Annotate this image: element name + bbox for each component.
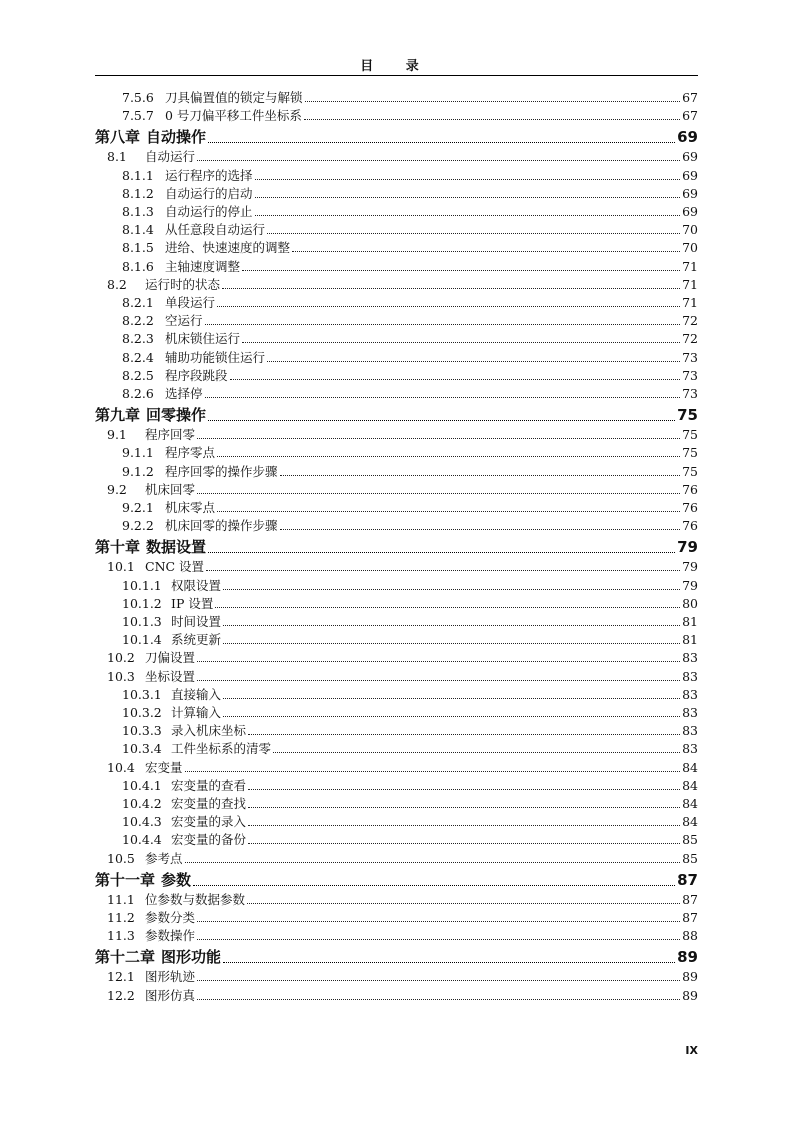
- toc-entry[interactable]: [95, 479, 698, 497]
- toc-entry-page: 67: [682, 108, 698, 124]
- toc-entry-page: 81: [682, 632, 698, 648]
- toc-entry-title: 参数操作: [145, 928, 196, 944]
- toc-entry-number: 8.2.3: [122, 331, 154, 347]
- toc-entry[interactable]: [95, 183, 698, 201]
- toc-entry-number: 12.1: [107, 969, 135, 985]
- toc-entry-page: 67: [682, 90, 698, 105]
- toc-entry[interactable]: [95, 365, 698, 383]
- toc-dot-leader: [193, 884, 675, 886]
- toc-entry-page: 87: [677, 870, 698, 889]
- toc-entry[interactable]: [95, 274, 698, 292]
- toc-entry-title: 直接输入: [171, 686, 222, 702]
- toc-dot-leader: [255, 214, 681, 216]
- toc-entry[interactable]: [95, 575, 698, 593]
- toc-entry-title: 辅助功能锁住运行: [165, 349, 266, 365]
- toc-dot-leader: [197, 660, 680, 662]
- toc-entry[interactable]: [95, 811, 698, 829]
- toc-dot-leader: [217, 455, 680, 457]
- toc-entry[interactable]: [95, 907, 698, 925]
- toc-entry-number: 9.1.2: [122, 463, 154, 479]
- toc-entry-page: 72: [682, 313, 698, 329]
- toc-dot-leader: [267, 360, 680, 362]
- toc-entry-title: 坐标设置: [145, 668, 196, 684]
- toc-dot-leader: [242, 341, 680, 343]
- toc-entry-number: 11.2: [107, 910, 135, 925]
- toc-entry-number: 9.2.1: [122, 500, 154, 515]
- toc-entry-page: 75: [682, 445, 698, 461]
- toc-entry-title: 图形轨迹: [145, 969, 196, 985]
- toc-entry-title: 刀具偏置值的锁定与解锁: [165, 90, 303, 105]
- toc-entry-page: 69: [682, 149, 698, 165]
- toc-entry[interactable]: [95, 889, 698, 907]
- toc-entry-page: 89: [677, 948, 698, 967]
- toc-entry-number: 10.3.1: [122, 686, 162, 702]
- toc-entry[interactable]: [95, 793, 698, 811]
- toc-entry-number: 第十章: [95, 538, 141, 557]
- toc-entry-number: 8.2.4: [122, 349, 154, 365]
- toc-entry-title: 机床回零的操作步骤: [165, 518, 278, 534]
- toc-entry-page: 75: [682, 427, 698, 443]
- toc-entry-number: 8.1.2: [122, 185, 154, 201]
- toc-entry-title: IP 设置: [171, 595, 214, 611]
- toc-entry-page: 71: [682, 295, 698, 310]
- toc-entry-title: 机床回零: [145, 481, 196, 497]
- toc-entry-page: 69: [677, 128, 698, 147]
- toc-entry-page: 89: [682, 987, 698, 1003]
- toc-entry-page: 79: [682, 559, 698, 575]
- toc-entry-title: 自动运行的停止: [165, 204, 253, 219]
- toc-dot-leader: [206, 569, 680, 571]
- toc-dot-leader: [248, 733, 680, 735]
- toc-dot-leader: [185, 861, 681, 863]
- toc-entry-title: 选择停: [165, 386, 203, 401]
- toc-entry-page: 73: [682, 367, 698, 383]
- toc-entry-page: 85: [682, 850, 698, 866]
- toc-entry[interactable]: [95, 720, 698, 738]
- toc-entry[interactable]: [95, 985, 698, 1003]
- toc-entry-number: 第十二章: [95, 948, 156, 967]
- toc-entry[interactable]: [95, 515, 698, 533]
- toc-entry-page: 83: [682, 668, 698, 684]
- toc-entry-number: 10.3.2: [122, 705, 162, 720]
- toc-entry-title: 录入机床坐标: [171, 723, 247, 739]
- toc-entry-number: 10.1.2: [122, 595, 162, 611]
- toc-entry[interactable]: [95, 611, 698, 629]
- toc-entry-page: 69: [682, 167, 698, 183]
- toc-chapter-entry[interactable]: [95, 402, 698, 424]
- toc-entry[interactable]: [95, 442, 698, 460]
- toc-entry[interactable]: [95, 966, 698, 984]
- toc-entry-number: 12.2: [107, 987, 135, 1003]
- toc-dot-leader: [217, 305, 680, 307]
- toc-entry-page: 79: [682, 577, 698, 593]
- toc-entry-page: 69: [682, 185, 698, 201]
- toc-dot-leader: [197, 437, 680, 439]
- toc-entry-number: 9.1: [107, 427, 127, 443]
- toc-entry-title: 时间设置: [171, 614, 222, 629]
- toc-dot-leader: [248, 824, 680, 826]
- toc-entry-page: 76: [682, 518, 698, 534]
- toc-dot-leader: [223, 697, 680, 699]
- toc-entry-page: 84: [682, 759, 698, 775]
- toc-entry[interactable]: [95, 310, 698, 328]
- toc-entry-title: 宏变量的录入: [171, 814, 247, 830]
- toc-entry-title: 宏变量的查看: [171, 777, 247, 793]
- toc-entry-title: 计算输入: [171, 705, 222, 720]
- toc-entry-title: 回零操作: [146, 406, 207, 425]
- toc-entry-number: 8.2.2: [122, 313, 154, 329]
- toc-entry-page: 88: [682, 928, 698, 944]
- toc-entry-page: 75: [677, 406, 698, 425]
- toc-entry-number: 10.1.1: [122, 577, 162, 593]
- toc-entry-page: 76: [682, 481, 698, 497]
- toc-entry-number: 10.4.2: [122, 796, 162, 811]
- toc-dot-leader: [223, 588, 680, 590]
- toc-entry-title: 图形仿真: [145, 987, 196, 1003]
- toc-dot-leader: [217, 510, 680, 512]
- toc-entry-title: 自动运行: [145, 149, 196, 165]
- toc-entry-page: 84: [682, 777, 698, 793]
- toc-entry-title: CNC 设置: [145, 559, 205, 575]
- toc-entry-page: 72: [682, 331, 698, 347]
- toc-entry-page: 87: [682, 891, 698, 907]
- toc-entry-title: 宏变量的查找: [171, 796, 247, 811]
- toc-entry-number: 10.4.1: [122, 777, 162, 793]
- toc-entry-page: 79: [677, 538, 698, 557]
- toc-dot-leader: [208, 141, 675, 143]
- toc-entry[interactable]: [95, 256, 698, 274]
- toc-dot-leader: [255, 178, 681, 180]
- toc-entry-page: 81: [682, 614, 698, 629]
- toc-entry-page: 69: [682, 204, 698, 219]
- toc-entry[interactable]: [95, 146, 698, 164]
- toc-entry-number: 10.3: [107, 668, 135, 684]
- toc-entry[interactable]: [95, 201, 698, 219]
- toc-entry[interactable]: [95, 461, 698, 479]
- page-header-title: 目 录: [360, 59, 433, 74]
- toc-entry-page: 75: [682, 463, 698, 479]
- toc-entry[interactable]: [95, 684, 698, 702]
- toc-dot-leader: [208, 419, 675, 421]
- toc-dot-leader: [197, 492, 680, 494]
- toc-entry-number: 第八章: [95, 128, 141, 147]
- toc-entry-number: 8.1.5: [122, 240, 154, 256]
- toc-entry-number: 8.2.6: [122, 386, 154, 401]
- toc-entry[interactable]: [95, 424, 698, 442]
- toc-dot-leader: [223, 624, 680, 626]
- toc-dot-leader: [197, 159, 680, 161]
- toc-entry-number: 8.1: [107, 149, 127, 165]
- toc-dot-leader: [248, 788, 680, 790]
- toc-entry[interactable]: [95, 647, 698, 665]
- toc-dot-leader: [215, 606, 680, 608]
- toc-entry-title: 权限设置: [171, 577, 222, 593]
- toc-entry-number: 8.1.6: [122, 258, 154, 274]
- toc-chapter-entry[interactable]: [95, 867, 698, 889]
- toc-entry-title: 参数分类: [145, 910, 196, 925]
- toc-entry[interactable]: [95, 237, 698, 255]
- toc-entry-page: 83: [682, 705, 698, 720]
- toc-dot-leader: [267, 232, 680, 234]
- toc-dot-leader: [230, 378, 681, 380]
- toc-entry-page: 84: [682, 814, 698, 830]
- toc-entry[interactable]: [95, 925, 698, 943]
- toc-entry[interactable]: [95, 328, 698, 346]
- toc-entry-title: 宏变量: [145, 759, 183, 775]
- toc-entry-title: 程序回零: [145, 427, 196, 443]
- toc-entry-number: 7.5.6: [122, 90, 154, 105]
- toc-dot-leader: [223, 961, 675, 963]
- toc-entry-title: 程序回零的操作步骤: [165, 463, 278, 479]
- toc-entry-title: 刀偏设置: [145, 650, 196, 666]
- toc-entry-page: 84: [682, 796, 698, 811]
- toc-entry-title: 程序零点: [165, 445, 216, 461]
- toc-entry[interactable]: [95, 497, 698, 515]
- toc-dot-leader: [205, 396, 681, 398]
- toc-entry[interactable]: [95, 292, 698, 310]
- toc-entry[interactable]: [95, 757, 698, 775]
- toc-entry-page: 87: [682, 910, 698, 925]
- toc-entry-number: 8.1.3: [122, 204, 154, 219]
- toc-entry[interactable]: [95, 775, 698, 793]
- toc-entry[interactable]: [95, 666, 698, 684]
- toc-dot-leader: [197, 938, 680, 940]
- toc-entry-title: 位参数与数据参数: [145, 891, 246, 907]
- toc-entry-page: 85: [682, 832, 698, 848]
- toc-entry-number: 10.5: [107, 850, 135, 866]
- toc-entry-number: 10.1.3: [122, 614, 162, 629]
- toc-dot-leader: [292, 250, 680, 252]
- toc-dot-leader: [242, 269, 680, 271]
- toc-entry-number: 10.4.4: [122, 832, 162, 848]
- toc-dot-leader: [205, 323, 681, 325]
- toc-chapter-entry[interactable]: [95, 534, 698, 556]
- toc-entry-number: 第十一章: [95, 870, 156, 889]
- toc-entry-number: 11.1: [107, 891, 135, 907]
- header-rule: [95, 75, 698, 76]
- toc-dot-leader: [280, 528, 681, 530]
- toc-entry-title: 运行时的状态: [145, 276, 221, 292]
- toc-entry-title: 进给、快速速度的调整: [165, 240, 291, 256]
- toc-dot-leader: [185, 770, 681, 772]
- toc-entry-title: 运行程序的选择: [165, 167, 253, 183]
- toc-entry[interactable]: [95, 738, 698, 756]
- toc-entry-number: 8.2: [107, 276, 127, 292]
- toc-entry-page: 80: [682, 595, 698, 611]
- toc-entry-page: 70: [682, 222, 698, 238]
- toc-entry-number: 10.4.3: [122, 814, 162, 830]
- toc-entry-number: 10.1.4: [122, 632, 162, 648]
- toc-dot-leader: [223, 715, 680, 717]
- toc-entry-number: 8.2.5: [122, 367, 154, 383]
- toc-entry-title: 从任意段自动运行: [165, 222, 266, 238]
- toc-entry-title: 主轴速度调整: [165, 258, 241, 274]
- toc-dot-leader: [248, 842, 680, 844]
- toc-entry-number: 9.1.1: [122, 445, 154, 461]
- toc-entry-number: 10.4: [107, 759, 135, 775]
- toc-entry-title: 空运行: [165, 313, 203, 329]
- toc-entry-page: 73: [682, 349, 698, 365]
- toc-chapter-entry[interactable]: [95, 944, 698, 966]
- toc-dot-leader: [273, 751, 680, 753]
- toc-entry-page: 89: [682, 969, 698, 985]
- toc-entry-page: 83: [682, 686, 698, 702]
- toc-entry-title: 图形功能: [161, 948, 222, 967]
- toc-entry[interactable]: [95, 87, 698, 105]
- toc-entry-number: 第九章: [95, 406, 141, 425]
- toc-entry-title: 数据设置: [146, 538, 207, 557]
- toc-entry-number: 10.3.3: [122, 723, 162, 739]
- toc-entry[interactable]: [95, 629, 698, 647]
- toc-entry-title: 参数: [161, 870, 192, 889]
- toc-entry-number: 7.5.7: [122, 108, 154, 124]
- toc-entry-title: 自动操作: [146, 128, 207, 147]
- toc-dot-leader: [304, 118, 680, 120]
- toc-entry-page: 71: [682, 276, 698, 292]
- toc-dot-leader: [222, 287, 680, 289]
- toc-entry-title: 机床零点: [165, 500, 216, 515]
- toc-entry-title: 工件坐标系的清零: [171, 741, 272, 757]
- toc-entry-number: 8.1.1: [122, 167, 154, 183]
- toc-entry-number: 11.3: [107, 928, 135, 944]
- toc-entry-page: 83: [682, 741, 698, 757]
- toc-entry-page: 73: [682, 386, 698, 401]
- toc-dot-leader: [197, 679, 680, 681]
- toc-entry-page: 76: [682, 500, 698, 515]
- toc-chapter-entry[interactable]: [95, 124, 698, 146]
- toc-entry-title: 自动运行的启动: [165, 185, 253, 201]
- toc-entry-number: 8.2.1: [122, 295, 154, 310]
- toc-entry[interactable]: [95, 829, 698, 847]
- toc-dot-leader: [305, 100, 681, 102]
- toc-entry-title: 参考点: [145, 850, 183, 866]
- toc-entry[interactable]: [95, 165, 698, 183]
- toc-dot-leader: [208, 551, 675, 553]
- toc-dot-leader: [197, 979, 680, 981]
- toc-entry-number: 9.2: [107, 481, 127, 497]
- toc-dot-leader: [248, 806, 680, 808]
- toc-entry-title: 宏变量的备份: [171, 832, 247, 848]
- toc-entry[interactable]: [95, 848, 698, 866]
- toc-entry-number: 10.1: [107, 559, 135, 575]
- toc-entry-number: 8.1.4: [122, 222, 154, 238]
- toc-dot-leader: [280, 474, 681, 476]
- toc-entry-title: 单段运行: [165, 295, 216, 310]
- toc-entry-title: 系统更新: [171, 632, 222, 648]
- toc-entry-number: 10.2: [107, 650, 135, 666]
- toc-entry-page: 70: [682, 240, 698, 256]
- toc-entry-title: 0 号刀偏平移工件坐标系: [165, 108, 302, 124]
- toc-entry[interactable]: [95, 105, 698, 123]
- toc-entry[interactable]: [95, 219, 698, 237]
- page-number: IX: [685, 1044, 698, 1057]
- toc-entry[interactable]: [95, 383, 698, 401]
- toc-entry-title: 程序段跳段: [165, 367, 228, 383]
- toc-dot-leader: [197, 920, 680, 922]
- toc-entry[interactable]: [95, 702, 698, 720]
- toc-entry[interactable]: [95, 556, 698, 574]
- toc-entry-page: 71: [682, 258, 698, 274]
- toc-entry-number: 10.3.4: [122, 741, 162, 757]
- toc-entry[interactable]: [95, 347, 698, 365]
- toc-dot-leader: [247, 902, 680, 904]
- toc-dot-leader: [223, 642, 680, 644]
- toc-dot-leader: [197, 998, 680, 1000]
- toc-entry-number: 9.2.2: [122, 518, 154, 534]
- toc-entry[interactable]: [95, 593, 698, 611]
- toc-entry-page: 83: [682, 650, 698, 666]
- toc-entry-title: 机床锁住运行: [165, 331, 241, 347]
- toc-entry-page: 83: [682, 723, 698, 739]
- toc-dot-leader: [255, 196, 681, 198]
